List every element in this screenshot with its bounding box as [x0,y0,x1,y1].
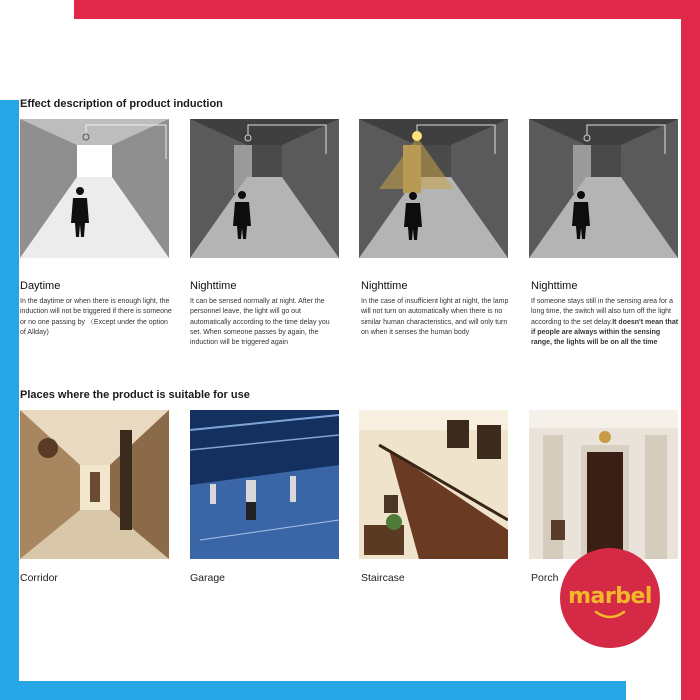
scene-nighttime-off [190,119,339,258]
place-label-corridor: Corridor [20,572,58,584]
mode-desc-daytime: In the daytime or when there is enough light, the induction will not be triggered if there is someone or no one passing by （Except under the option of Allday) [20,298,172,336]
place-label-garage: Garage [190,572,226,584]
places-heading: Places where the product is suitable for use [20,389,250,401]
scene-daytime [20,119,169,258]
frame-red-top [74,0,700,19]
mode-desc-nighttime-1: It can be sensed normally at night. After the personnel leave, the light will go out automatically according to the time delay you set. When someone passes by again, the induction will be triggered again [190,298,330,347]
frame-blue-bottom [0,681,626,700]
marbel-logo [560,548,660,648]
mode-desc-nighttime-3 [531,297,681,348]
scene-nighttime-still [529,119,678,258]
effects-heading: Effect description of product induction [20,98,223,110]
mode-desc-bold: It doesn't mean that if people are always within the sensing range, the lights will be on all the time [531,318,679,347]
frame-blue-left [0,100,19,700]
staircase-photo [359,410,508,559]
mode-title-nighttime-3: Nighttime [531,280,578,292]
porch-photo [529,410,678,559]
mode-title-nighttime-2: Nighttime [361,280,408,292]
mode-desc-text: If someone stays still in the sensing area for a long time, the switch will also turn off the light according to the set delay. [531,298,674,326]
place-label-staircase: Staircase [361,572,405,584]
garage-photo [190,410,339,559]
mode-desc-nighttime-2: In the case of insufficient light at night, the lamp will not turn on automatically when there is no similar human characteristics, and will only turn on when it senses the human body [361,298,509,336]
scene-nighttime-on [359,119,508,258]
mode-title-daytime: Daytime [20,280,61,292]
mode-title-nighttime-1: Nighttime [190,280,237,292]
logo-text: marbel [568,584,652,609]
place-label-porch: Porch [531,572,559,584]
corridor-photo [20,410,169,559]
logo-smile-icon [594,610,626,620]
frame-red-right [681,0,700,700]
